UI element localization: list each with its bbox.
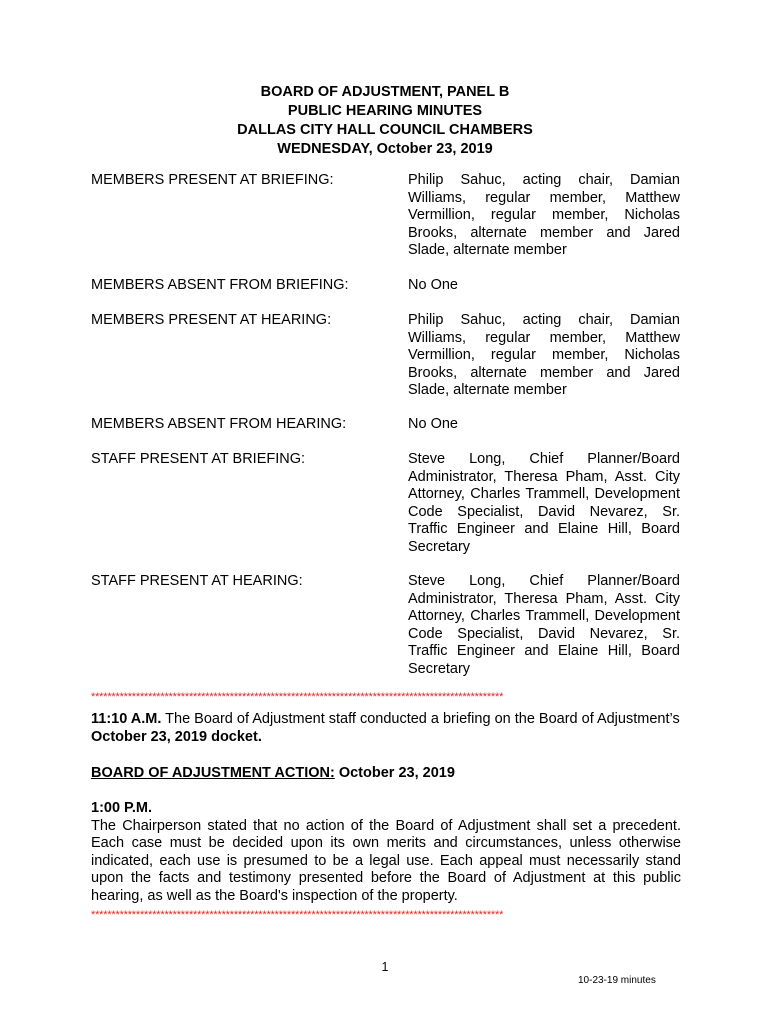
header-title: BOARD OF ADJUSTMENT, PANEL B [260, 84, 510, 100]
briefing-docket: October 23, 2019 docket. [91, 728, 262, 745]
attendance-value: Steve Long, Chief Planner/Board Administrator, Theresa Pham, Asst. City Attorney, Charles Trammell, Development Code Specialist, David Nevarez, Sr. Traffic Engineer and Elaine Hill, Board Secretary [408, 451, 680, 555]
hearing-text: The Chairperson stated that no action of the Board of Adjustment shall set a precedent. Each case must be decided upon its own merits and circumstances, unless otherwise indicated, each use is presumed to be a legal use. Each appeal must necessarily stand upon the facts and testimony presented before the Board of Adjustment at this public hearing, as well as the Board's inspection of the property. [91, 817, 681, 904]
footer-doc-label: 10-23-19 minutes [578, 975, 656, 986]
attendance-value: No One [408, 416, 458, 432]
briefing-paragraph [91, 711, 681, 746]
attendance-value: Philip Sahuc, acting chair, Damian Williams, regular member, Matthew Vermillion, regular member, Nicholas Brooks, alternate member and Jared Slade, alternate member [408, 312, 680, 399]
attendance-label: MEMBERS ABSENT FROM BRIEFING: [91, 277, 349, 293]
action-heading-date: October 23, 2019 [334, 765, 455, 781]
attendance-value: No One [408, 277, 458, 293]
page-number: 1 [381, 960, 389, 974]
hearing-time: 1:00 P.M. [91, 800, 152, 816]
attendance-label: MEMBERS ABSENT FROM HEARING: [91, 416, 347, 432]
attendance-label: MEMBERS PRESENT AT BRIEFING: [91, 172, 334, 188]
briefing-text: The Board of Adjustment staff conducted a briefing on the Board of Adjustment’s [161, 711, 680, 727]
action-heading-label: BOARD OF ADJUSTMENT ACTION: [91, 765, 335, 781]
header-subtitle: PUBLIC HEARING MINUTES [287, 103, 483, 119]
header-date: WEDNESDAY, October 23, 2019 [277, 141, 493, 157]
attendance-label: STAFF PRESENT AT HEARING: [91, 573, 303, 589]
attendance-value: Philip Sahuc, acting chair, Damian Williams, regular member, Matthew Vermillion, regular member, Nicholas Brooks, alternate member and Jared Slade, alternate member [408, 172, 680, 259]
header-location: DALLAS CITY HALL COUNCIL CHAMBERS [237, 122, 533, 138]
action-heading [91, 765, 681, 783]
briefing-time: 11:10 A.M. [91, 711, 162, 727]
attendance-label: MEMBERS PRESENT AT HEARING: [91, 312, 332, 328]
separator-line: ***************************************************************************************************** [91, 910, 504, 920]
attendance-value: Steve Long, Chief Planner/Board Administrator, Theresa Pham, Asst. City Attorney, Charles Trammell, Development Code Specialist, David Nevarez, Sr. Traffic Engineer and Elaine Hill, Board Secretary [408, 573, 680, 677]
hearing-paragraph [91, 800, 681, 906]
attendance-label: STAFF PRESENT AT BRIEFING: [91, 451, 306, 467]
document-header [0, 83, 770, 159]
separator-line: ***************************************************************************************************** [91, 692, 504, 702]
